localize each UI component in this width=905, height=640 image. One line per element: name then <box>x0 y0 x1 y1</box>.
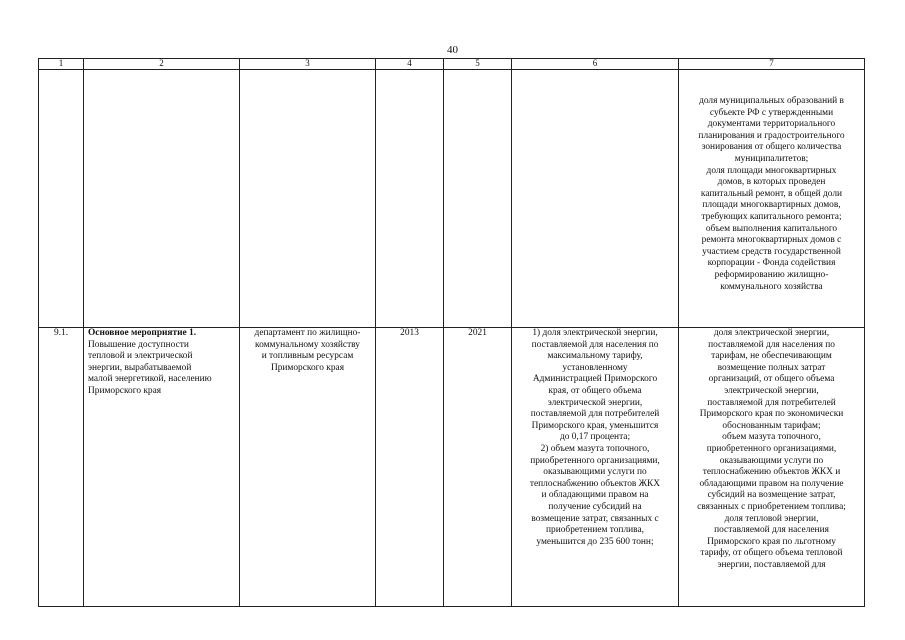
text-line: оказывающими услуги по <box>719 455 824 466</box>
text-line: участием средств государственной <box>702 246 841 257</box>
text-line: приобретением топлива, <box>546 525 644 536</box>
expected-results-cell <box>512 328 679 607</box>
text-line: связанных с приобретением топлива; <box>697 501 846 512</box>
measure-title: Основное мероприятие 1. <box>88 328 197 338</box>
text-line: края, от общего объема <box>548 385 642 396</box>
text-line: Приморского края <box>88 385 162 396</box>
table-row-9-1 <box>39 328 865 607</box>
text-line: доля муниципальных образований в <box>699 96 844 106</box>
text-line: коммунальному хозяйству <box>255 339 360 350</box>
text-line: зонирования от общего количества <box>701 142 842 153</box>
text-line: обладающими правом на получение <box>699 478 844 489</box>
text-line: возмещение полных затрат <box>717 362 826 373</box>
text-line: требующих капитального ремонта; <box>701 211 842 222</box>
program-table <box>38 58 865 607</box>
text-line: доля тепловой энергии, <box>724 513 819 524</box>
text-line: Повышение доступности <box>88 339 189 350</box>
text-line: объем выполнения капитального <box>705 223 838 234</box>
text-line: муниципалитетов; <box>734 153 809 164</box>
start-year-cell <box>376 328 444 607</box>
text-line: теплоснабжению объектов ЖКХ <box>529 478 661 489</box>
empty-cell <box>84 70 240 328</box>
page-number: 40 <box>447 44 458 56</box>
text-line: Приморского края по льготному <box>707 536 836 547</box>
executor-cell <box>240 328 376 607</box>
measure-description <box>88 340 235 398</box>
text-line: уменьшится до 235 600 тонн; <box>536 536 654 547</box>
text-line: доля площади многоквартирных <box>706 165 837 176</box>
text-line: 2) объем мазута топочного, <box>540 443 650 454</box>
text-line: обоснованным тарифам; <box>722 420 821 431</box>
text-line: планирования и градостроительного <box>698 130 845 141</box>
text-line: получение субсидий на <box>548 501 642 512</box>
text-line: энергии, поставляемой для <box>717 559 826 570</box>
col-header-6: 6 <box>512 59 679 70</box>
text-line: малой энергетикой, населению <box>88 374 212 385</box>
text-line: установленному <box>562 362 628 373</box>
indicators-list <box>683 96 860 293</box>
text-line: поставляемой для населения <box>714 525 829 536</box>
text-line: приобретенного организациями, <box>706 443 837 454</box>
text-line: субсидий на возмещение затрат, <box>707 490 836 501</box>
start-year: 2013 <box>400 328 419 338</box>
text-line: домов, в которых проведен <box>717 177 826 188</box>
text-line: поставляемой для потребителей <box>707 397 836 408</box>
text-line: оказывающими услуги по <box>543 467 647 478</box>
text-line: и обладающими правом на <box>541 490 649 501</box>
text-line: энергии, вырабатываемой <box>88 362 192 373</box>
row-number: 9.1. <box>53 328 69 338</box>
text-line: тепловой и электрической <box>88 351 193 362</box>
text-line: возмещение затрат, связанных с <box>531 513 659 524</box>
indicators-cell <box>679 328 865 607</box>
measure-cell <box>84 328 240 607</box>
text-line: поставляемой для населения по <box>531 339 659 350</box>
col-header-4: 4 <box>376 59 444 70</box>
text-line: Администрацией Приморского <box>532 374 658 385</box>
text-line: площади многоквартирных домов, <box>702 200 841 211</box>
text-line: поставляемой для потребителей <box>530 409 660 420</box>
empty-cell <box>512 70 679 328</box>
text-line: коммунального хозяйства <box>720 281 823 292</box>
indicators-cell <box>679 70 865 328</box>
col-header-7: 7 <box>679 59 865 70</box>
text-line: реформированию жилищно- <box>714 269 829 280</box>
text-line: объем мазута топочного, <box>722 432 821 443</box>
text-line: документами территориального <box>707 119 836 130</box>
col-header-2: 2 <box>84 59 240 70</box>
text-line: капитальный ремонт, в общей доли <box>700 188 843 199</box>
empty-cell <box>444 70 512 328</box>
text-line: департамент по жилищно- <box>254 328 361 338</box>
text-line: Приморского края <box>270 362 345 373</box>
text-line: Приморского края, уменьшится <box>531 420 659 431</box>
text-line: максимальному тарифу, <box>547 351 643 362</box>
end-year: 2021 <box>468 328 487 338</box>
text-line: организаций, от общего объема <box>708 374 835 385</box>
text-line: приобретенного организациями, <box>530 455 660 466</box>
col-header-3: 3 <box>240 59 376 70</box>
text-line: теплоснабжению объектов ЖКХ и <box>702 467 841 478</box>
text-line: до 0,17 процента; <box>559 432 631 443</box>
empty-cell <box>376 70 444 328</box>
text-line: 1) доля электрической энергии, <box>532 328 658 338</box>
text-line: тарифам, не обеспечивающим <box>711 351 832 362</box>
text-line: субъекте РФ с утвержденными <box>709 107 834 118</box>
indicators-list <box>683 328 860 571</box>
text-line: доля электрической энергии, <box>713 328 830 338</box>
text-line: и топливным ресурсам <box>261 351 354 362</box>
row-number-cell <box>39 328 84 607</box>
column-number-row <box>39 59 865 70</box>
table-row-continued <box>39 70 865 328</box>
end-year-cell <box>444 328 512 607</box>
empty-cell <box>240 70 376 328</box>
empty-cell <box>39 70 84 328</box>
text-line: тарифу, от общего объема тепловой <box>700 548 843 559</box>
text-line: поставляемой для населения по <box>708 339 835 350</box>
text-line: Приморского края по экономически <box>699 409 844 420</box>
expected-results-list <box>516 328 674 548</box>
text-line: электрической энергии, <box>547 397 643 408</box>
executor-text <box>244 328 371 374</box>
text-line: электрической энергии, <box>724 385 819 396</box>
text-line: корпорации - Фонда содействия <box>707 258 836 269</box>
col-header-5: 5 <box>444 59 512 70</box>
text-line: ремонта многоквартирных домов с <box>701 235 842 246</box>
col-header-1: 1 <box>39 59 84 70</box>
